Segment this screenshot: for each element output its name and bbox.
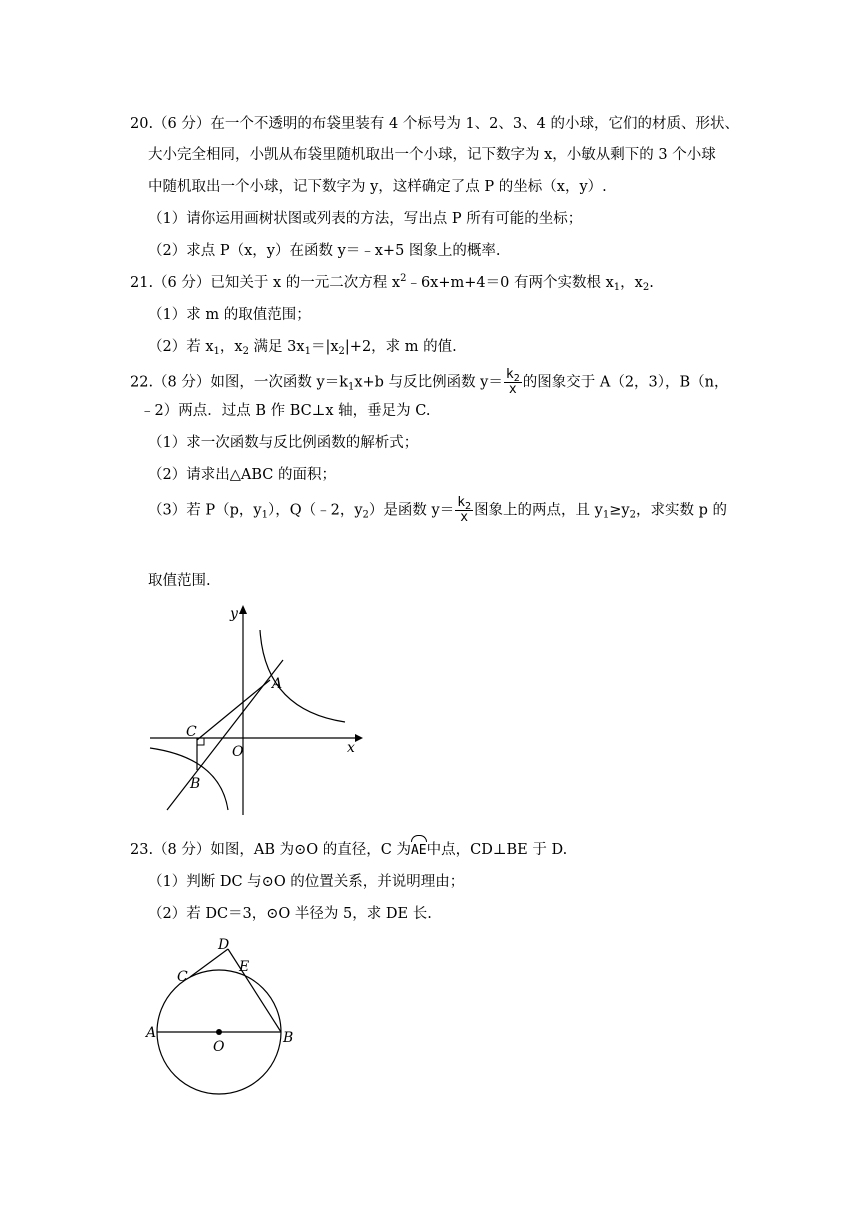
q22-part1: （1）求一次函数与反比例函数的解析式； xyxy=(148,435,419,451)
q23-part1: （1）判断 DC 与⊙O 的位置关系，并说明理由； xyxy=(148,874,465,890)
q23-part2: （2）若 DC＝3，⊙O 半径为 5，求 DE 长. xyxy=(148,906,432,922)
q22-line1: 22.（8 分）如图，一次函数 $y=k_1x+b$ 与反比例函数 y＝ $\frac{k_2}{x}$ 的图象交于 A（2，3），B（n， xyxy=(130,367,729,397)
q23-line1: 23.（8 分）如图，AB 为⊙O 的直径，C 为AE中点，CD⊥BE 于 D. xyxy=(130,839,567,862)
label-b: B xyxy=(283,1030,294,1046)
label-e: E xyxy=(239,959,250,975)
q20-line2: 大小完全相同，小凯从布袋里随机取出一个小球，记下数字为 x，小敏从剩下的 3 个小球 xyxy=(148,147,716,163)
q23-circle-figure xyxy=(140,935,310,1095)
line-ba xyxy=(167,660,283,810)
q22-part3: （3）若 P（p，$y_1$），Q（﹣2，$y_2$）是函数 y＝ $\frac{k_2}{x}$ 图象上的两点，且 $y_1\ge y_2$，求实数 p 的 xyxy=(148,495,727,525)
label-y: y xyxy=(230,606,238,622)
y-axis-arrow xyxy=(239,605,247,614)
line-ca xyxy=(197,680,270,740)
label-o: O xyxy=(232,744,244,760)
segment-cd xyxy=(190,949,228,977)
q20-part1: （1）请你运用画树状图或列表的方法，写出点 P 所有可能的坐标； xyxy=(148,211,583,227)
q22-line2: ﹣2）两点．过点 B 作 BC⊥x 轴，垂足为 C. xyxy=(140,403,431,419)
q22-graph-figure xyxy=(140,600,380,820)
hyperbola-branch-3 xyxy=(150,748,228,810)
label-a: A xyxy=(272,676,283,692)
q20-part2: （2）求点 P（x，y）在函数 y＝﹣x+5 图象上的概率. xyxy=(148,243,501,259)
label-c: C xyxy=(186,724,197,740)
q22-last-line: 取值范围. xyxy=(148,573,211,589)
q21-part2: （2）若 $x_1$，$x_2$ 满足 $3x_1=|x_2|+2$，求 m 的值. xyxy=(148,339,457,357)
q21-line1: 21.（6 分）已知关于 x 的一元二次方程 $x^2﹣6x+m+4=0$ 有两个实数根 $x_1$，$x_2$. xyxy=(130,273,654,293)
label-c: C xyxy=(177,969,188,985)
label-b: B xyxy=(190,776,201,792)
fraction-k2-over-x-2: $\frac{k_2}{x}$ xyxy=(457,495,472,525)
label-a: A xyxy=(146,1025,157,1041)
q22-part2: （2）请求出△ABC 的面积； xyxy=(148,467,336,483)
x-axis-arrow xyxy=(355,734,363,742)
label-o: O xyxy=(213,1039,225,1055)
line-bd xyxy=(228,949,281,1032)
fraction-k2-over-x: $\frac{k_2}{x}$ xyxy=(505,367,520,397)
label-d: D xyxy=(218,937,230,953)
arc-ae: AE xyxy=(411,840,427,862)
q20-line3: 中随机取出一个小球，记下数字为 y，这样确定了点 P 的坐标（x，y）. xyxy=(148,179,607,195)
q20-line1: 20.（6 分）在一个不透明的布袋里装有 4 个标号为 1、2、3、4 的小球，它们的材质、形状、 xyxy=(130,116,739,132)
label-x: x xyxy=(347,740,355,756)
center-point xyxy=(216,1029,222,1035)
q21-part1: （1）求 m 的取值范围； xyxy=(148,307,311,323)
